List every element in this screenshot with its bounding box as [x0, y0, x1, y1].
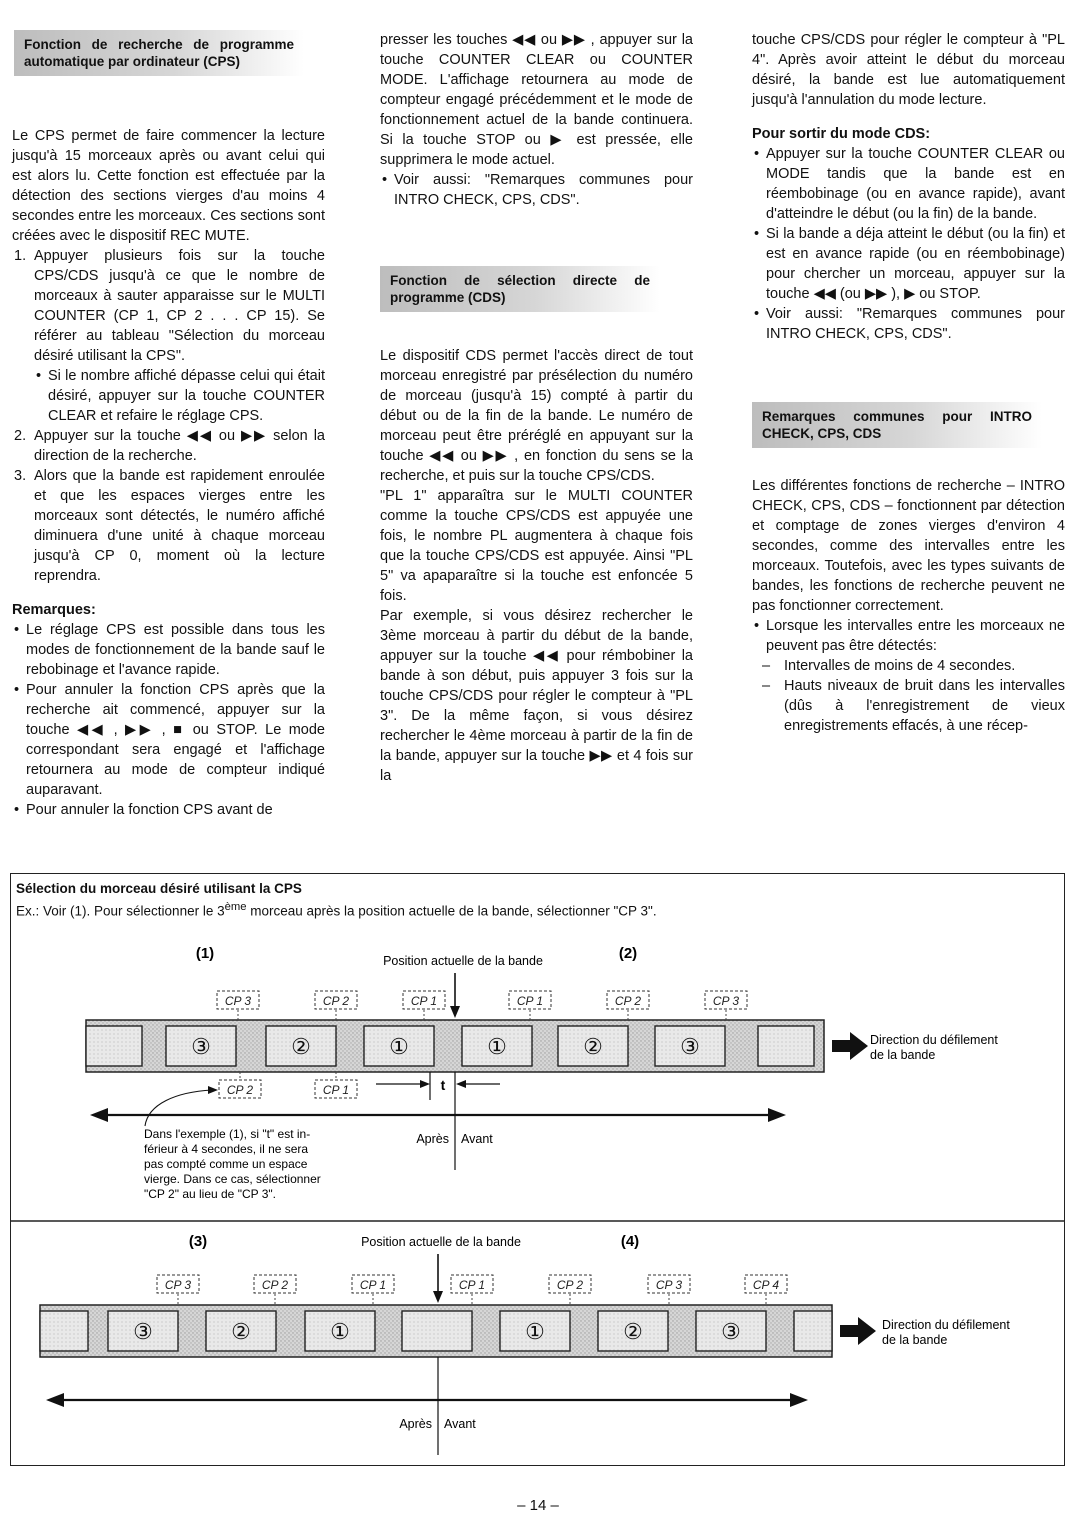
- note-pointer-head: [208, 1086, 218, 1094]
- direction-arrow-icon: [832, 1032, 868, 1060]
- common-remarks-dash: – Hauts niveaux de bruit dans les intervalles (dûs à l'enregistrement de vieux enregistrements effacés, à une récep-: [752, 676, 1065, 736]
- step-number: 3.: [14, 468, 27, 484]
- counter-display: CP 3: [712, 994, 740, 1008]
- diagram-label: (2): [618, 945, 638, 962]
- example-note-line: férieur à 4 secondes, il ne sera: [144, 1142, 309, 1156]
- t-arrow-head: [420, 1080, 430, 1088]
- direction-label: de la bande: [870, 1048, 936, 1062]
- track-number: ①: [330, 1319, 350, 1344]
- step-number: 2.: [14, 428, 27, 444]
- counter-display: CP 1: [410, 994, 438, 1008]
- remark-item: • Pour annuler la fonction CPS avant de: [12, 800, 325, 820]
- track-number: ③: [680, 1034, 700, 1059]
- track-block: [86, 1026, 142, 1066]
- counter-display: CP 2: [261, 1278, 289, 1292]
- direction-arrow-icon: [840, 1317, 876, 1345]
- figure-title: Sélection du morceau désiré utilisant la CPS: [16, 881, 302, 896]
- section-heading-cds: Fonction de sélection directe de programme (CDS): [380, 266, 660, 312]
- counter-display: CP 1: [458, 1278, 486, 1292]
- counter-display: CP 2: [556, 1278, 584, 1292]
- counter-display: CP 1: [322, 1083, 350, 1097]
- avant-label: Avant: [461, 1132, 493, 1146]
- cds-paragraph-1: Le dispositif CDS permet l'accès direct de tout morceau enregistré par présélection du numéro de morceau (jusqu'à 15) compté à partir du début ou de la fin de la bande. Le numéro de morceau peut être préréglé en appuyant sur la touche ◀◀ ou ▶▶ , en fonction du sens se la recherche, et puis sur la touche CPS/CDS.: [380, 348, 693, 484]
- track-number: ①: [487, 1034, 507, 1059]
- counter-display: CP 2: [226, 1083, 254, 1097]
- track-number: ①: [525, 1319, 545, 1344]
- step-text: Appuyer plusieurs fois sur la touche CPS/CDS jusqu'à ce que le nombre de morceaux à sauter apparaisse sur le MULTI COUNTER (CP 1, CP 2 . . . CP 15). Se référer au tableau "Sélection du morceau désiré utilisant la CPS".: [34, 248, 325, 364]
- cps-continued: presser les touches ◀◀ ou ▶▶ , appuyer sur la touche COUNTER CLEAR ou COUNTER MODE. L'affichage retournera au mode de compteur engagé précédemment et le mode de fonctionnement actuel de la bande continuera. Si la touche STOP ou ▶ est pressée, elle supprimera le mode actuel.: [380, 32, 693, 168]
- track-number: ②: [291, 1034, 311, 1059]
- track-block: [758, 1026, 814, 1066]
- rewind-arrow-head: [46, 1393, 64, 1407]
- subtitle-sup: ème: [224, 901, 247, 913]
- remark-item: • Le réglage CPS est possible dans tous les modes de fonctionnement de la bande sauf le rebobinage et l'avance rapide.: [12, 620, 325, 680]
- forward-arrow-head: [790, 1393, 808, 1407]
- exit-cds-title: Pour sortir du mode CDS:: [752, 126, 931, 142]
- direction-label: de la bande: [882, 1333, 948, 1347]
- counter-display: CP 2: [614, 994, 642, 1008]
- example-note-line: pas compté comme un espace: [144, 1157, 308, 1171]
- track-number: ③: [721, 1319, 741, 1344]
- position-arrow-head: [450, 1006, 460, 1018]
- track-number: ②: [623, 1319, 643, 1344]
- track-number: ③: [191, 1034, 211, 1059]
- note-pointer: [145, 1090, 212, 1126]
- rewind-arrow-head: [90, 1108, 108, 1122]
- exit-item: • Voir aussi: "Remarques communes pour INTRO CHECK, CPS, CDS".: [752, 304, 1065, 344]
- step-sub-bullet: • Si le nombre affiché dépasse celui qui était désiré, appuyer sur la touche COUNTER CLEAR et refaire le réglage CPS.: [34, 366, 325, 426]
- example-note-line: "CP 2" au lieu de "CP 3".: [144, 1187, 277, 1201]
- diagram-2: [40, 1233, 1010, 1455]
- track-number: ①: [389, 1034, 409, 1059]
- position-label: Position actuelle de la bande: [383, 954, 543, 968]
- track-block: [40, 1311, 88, 1351]
- counter-display: CP 4: [752, 1278, 780, 1292]
- page-number: – 14 –: [517, 1497, 559, 1514]
- remarks-title: Remarques:: [12, 602, 96, 618]
- t-label: t: [440, 1077, 446, 1093]
- section-heading-common-remarks: Remarques communes pour INTRO CHECK, CPS, CDS: [752, 402, 1042, 448]
- diagram-label: (4): [620, 1233, 640, 1250]
- direction-label: Direction du défilement: [882, 1318, 1010, 1332]
- diagram-1: [86, 945, 998, 1201]
- subtitle-text: Ex.: Voir (1). Pour sélectionner le 3: [16, 903, 225, 919]
- common-remarks-bullet: • Lorsque les intervalles entre les morceaux ne peuvent pas être détectés:: [752, 616, 1065, 656]
- direction-label: Direction du défilement: [870, 1033, 998, 1047]
- counter-display: CP 1: [516, 994, 544, 1008]
- diagram-label: (1): [195, 945, 215, 962]
- t-arrow-head: [456, 1080, 466, 1088]
- counter-display: CP 3: [224, 994, 252, 1008]
- apres-label: Après: [416, 1132, 449, 1146]
- forward-arrow-head: [768, 1108, 786, 1122]
- exit-item: • Si la bande a déja atteint le début (ou la fin) et est en avance rapide (ou en réembobinage) pour chercher un morceau, appuyer sur la touche ◀◀ (ou ▶▶ ), ▶ ou STOP.: [752, 224, 1065, 304]
- counter-display: CP 2: [322, 994, 350, 1008]
- subtitle-text: morceau après la position actuelle de la bande, sélectionner "CP 3".: [246, 903, 657, 919]
- track-number: ②: [583, 1034, 603, 1059]
- track-number: ②: [231, 1319, 251, 1344]
- track-block: [794, 1311, 832, 1351]
- avant-label: Avant: [444, 1417, 476, 1431]
- common-remarks-dash: – Intervalles de moins de 4 secondes.: [752, 656, 1065, 676]
- example-note-line: vierge. Dans ce cas, sélectionner: [144, 1172, 321, 1186]
- counter-display: CP 3: [164, 1278, 192, 1292]
- example-note-line: Dans l'exemple (1), si "t" est in-: [144, 1127, 311, 1141]
- section-heading-cps: Fonction de recherche de programme automatique par ordinateur (CPS): [14, 30, 304, 76]
- cds-continued: touche CPS/CDS pour régler le compteur à "PL 4". Après avoir atteint le début du morceau désiré, la bande est lue automatiquement jusqu'à l'annulation du mode lecture.: [752, 32, 1065, 108]
- see-also-note: • Voir aussi: "Remarques communes pour INTRO CHECK, CPS, CDS".: [380, 170, 693, 210]
- step-number: 1.: [14, 248, 27, 264]
- step-text: Appuyer sur la touche ◀◀ ou ▶▶ selon la direction de la recherche.: [34, 428, 325, 464]
- step-text: Alors que la bande est rapidement enroulée et que les espaces vierges entre les morceaux sont détectés, le numéro affiché diminuera d'une unité à chaque morceau jusqu'à CP 0, moment où la lecture reprendra.: [34, 468, 325, 584]
- exit-item: • Appuyer sur la touche COUNTER CLEAR ou MODE tandis que la bande est en réembobinage (ou en avance rapide), avant d'atteindre le début (ou la fin) de la bande.: [752, 144, 1065, 224]
- counter-display: CP 1: [359, 1278, 387, 1292]
- cds-paragraph-3: Par exemple, si vous désirez rechercher le 3ème morceau à partir du début de la bande, appuyer sur la touche ◀◀ pour rémbobiner la bande à son début, puis appuyer 3 fois sur la touche CPS/CDS pour régler le compteur à "PL 3". De la même façon, si vous désirez rechercher le 4ème morceau à partir de la fin de la bande, appuyer sur la touche ▶▶ et 4 fois sur la: [380, 608, 693, 784]
- position-arrow-head: [433, 1291, 443, 1303]
- position-label: Position actuelle de la bande: [361, 1235, 521, 1249]
- common-remarks-paragraph: Les différentes fonctions de recherche – INTRO CHECK, CPS, CDS – fonctionnent par détection et comptage de zones vierges d'environ 4 secondes, comme des intervalles entre les morceaux. Toutefois, avec les types suivants de bandes, les fonctions de recherche peuvent ne pas fonctionner correctement.: [752, 478, 1065, 614]
- track-number: ③: [133, 1319, 153, 1344]
- cps-intro: Le CPS permet de faire commencer la lecture jusqu'à 15 morceaux après ou avant celui qui est alors lu. Cette fonction est effectuée par la détection des sections vierges d'au moins 4 secondes entre les morceaux. Ces sections sont créées avec le dispositif REC MUTE.: [12, 128, 325, 244]
- cds-paragraph-2: "PL 1" apparaîtra sur le MULTI COUNTER comme la touche CPS/CDS est appuyée une fois, le nombre PL augmentera à chaque fois que la touche CPS/CDS est appuyée. Ainsi "PL 5" va apaparaître si la touche est enfoncée 5 fois.: [380, 488, 693, 604]
- remark-item: • Pour annuler la fonction CPS après que la recherche ait commencé, appuyer sur la touche ◀◀ , ▶▶ , ■ ou STOP. Le mode correspondant sera engagé et l'affichage retournera au mode de compteur indiqué auparavant.: [12, 680, 325, 800]
- apres-label: Après: [399, 1417, 432, 1431]
- counter-display: CP 3: [655, 1278, 683, 1292]
- diagram-label: (3): [188, 1233, 208, 1250]
- track-block: [402, 1311, 472, 1351]
